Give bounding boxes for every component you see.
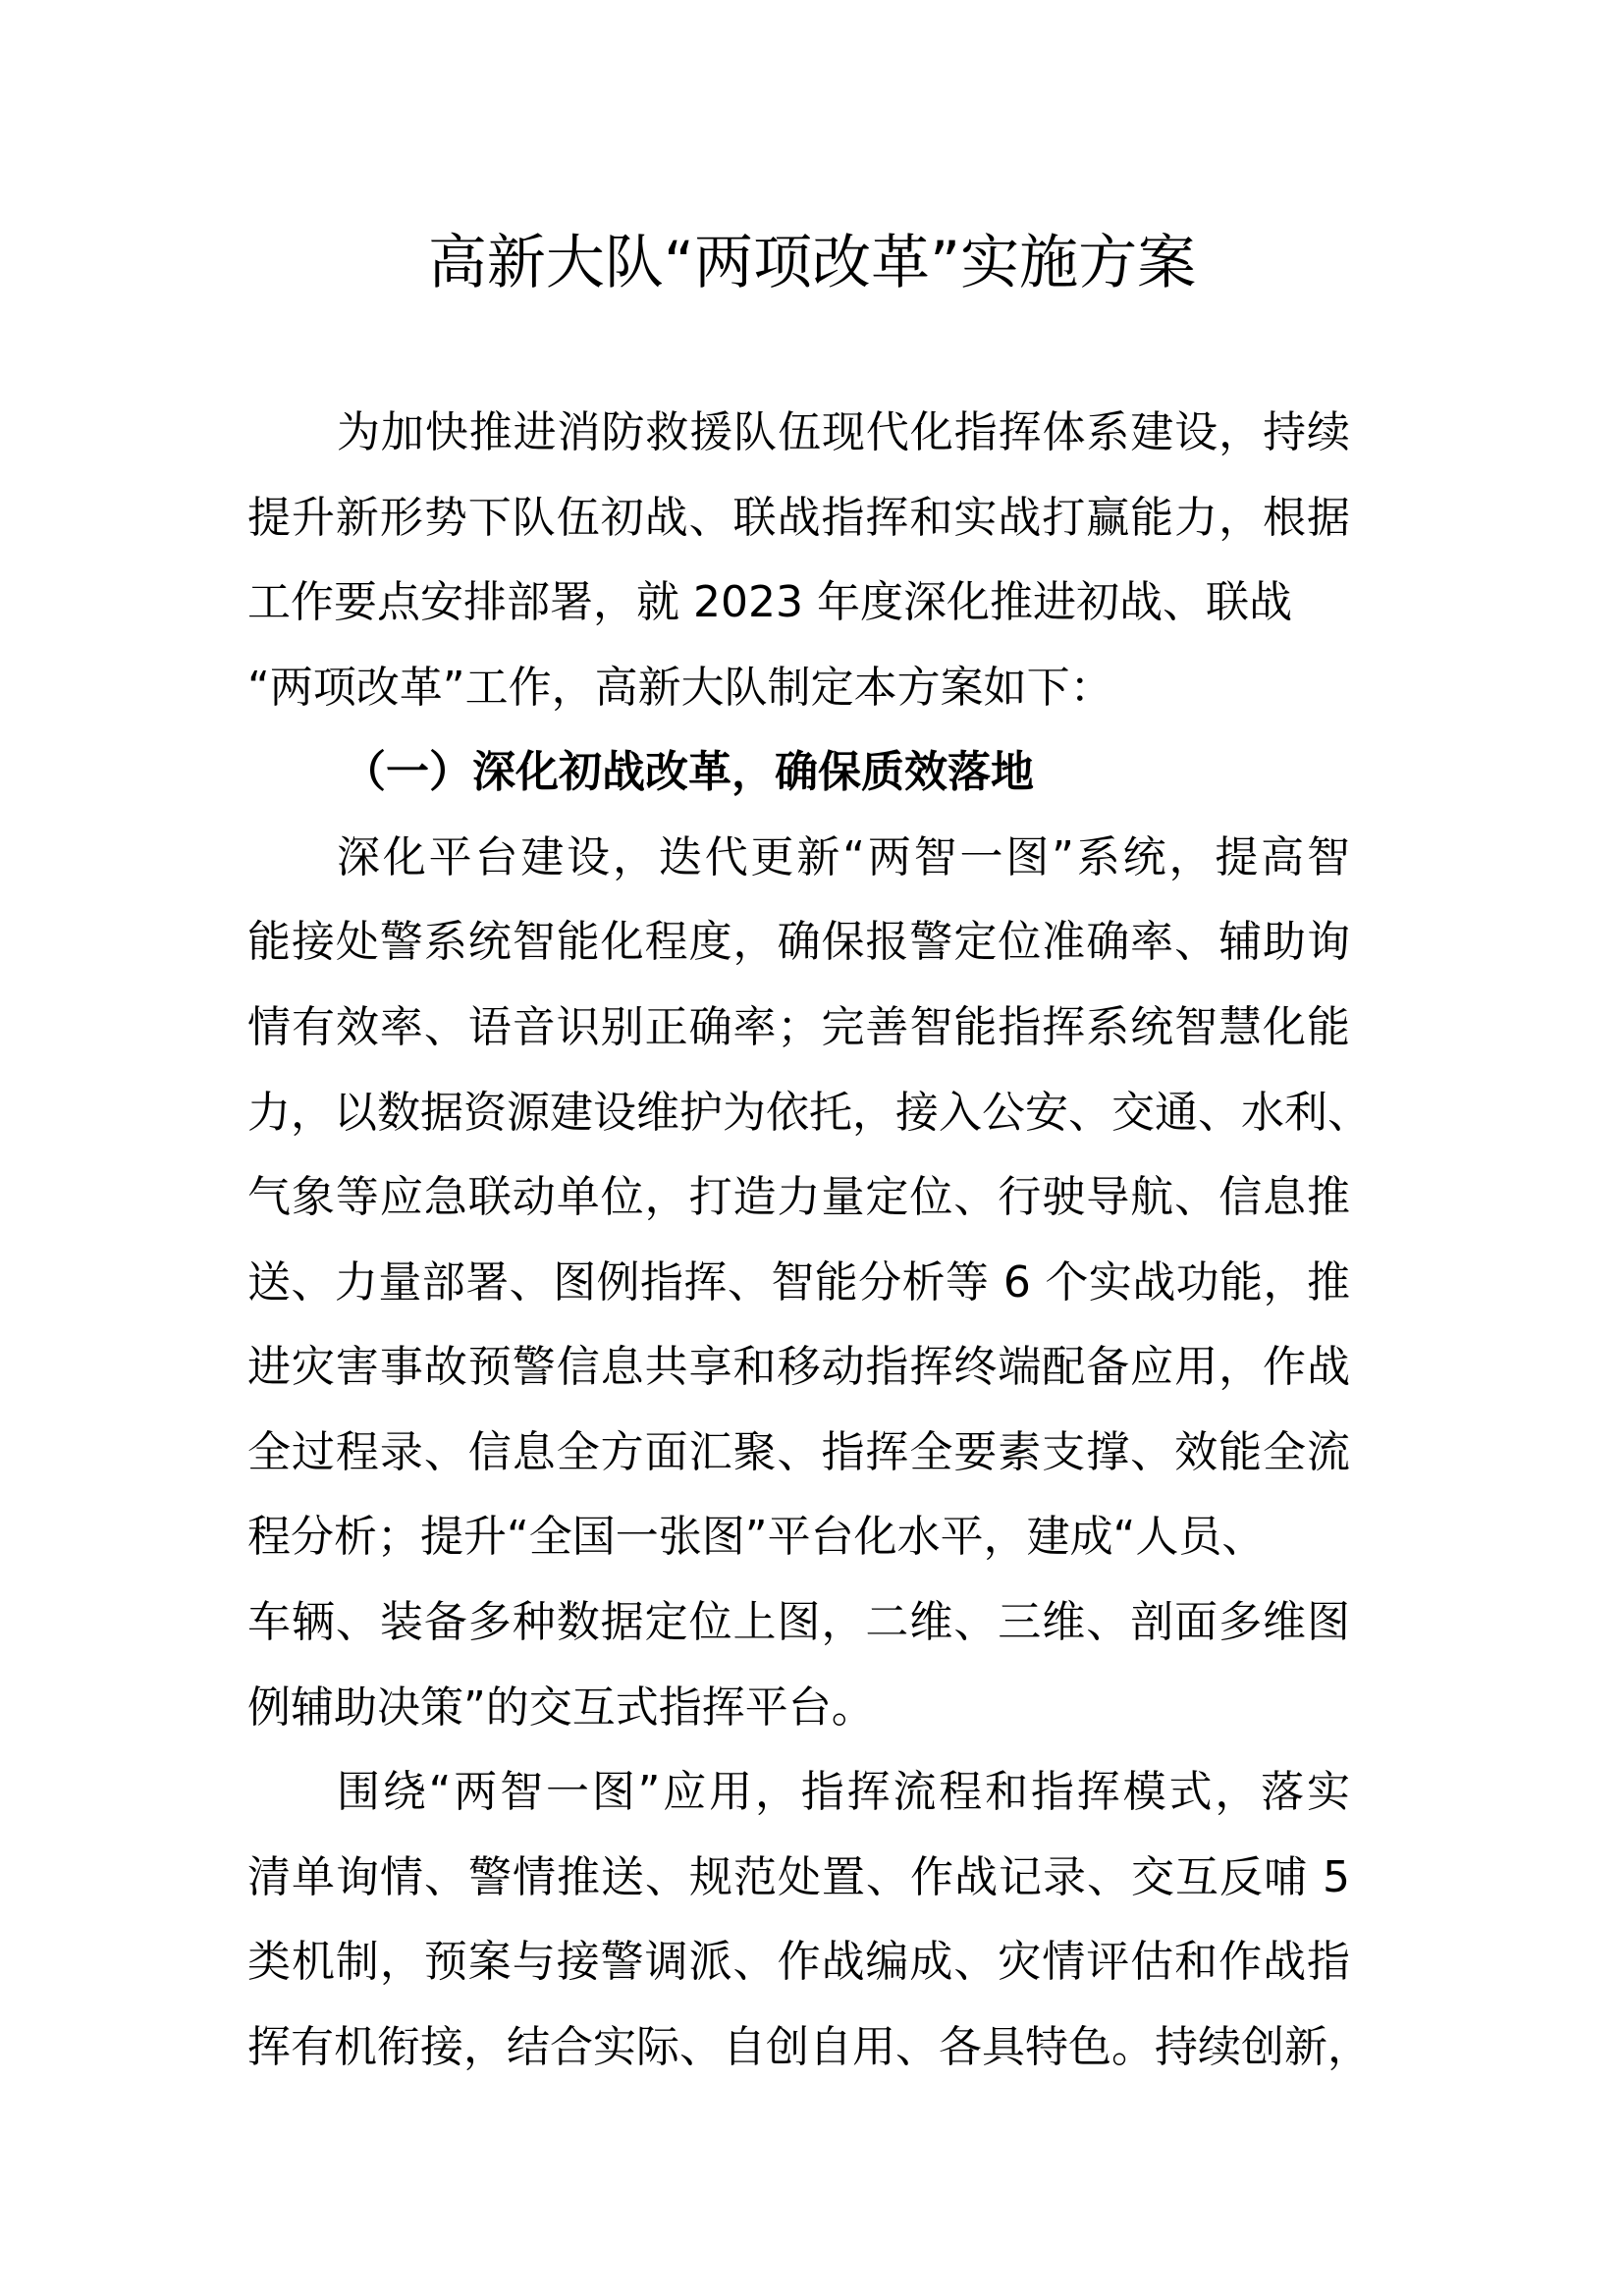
text-line: 全过程录、信息全方面汇聚、指挥全要素支撑、效能全流	[247, 1427, 1350, 1477]
text-line: 进灾害事故预警信息共享和移动指挥终端配备应用，作战	[247, 1342, 1350, 1392]
text-line: 车辆、装备多种数据定位上图，二维、三维、剖面多维图	[247, 1597, 1350, 1647]
text-line: 为加快推进消防救援队伍现代化指挥体系建设，持续	[337, 407, 1350, 457]
text-line: 程分析；提升“全国一张图”平台化水平，建成“人员、	[247, 1512, 1266, 1562]
text-line: 挥有机衔接，结合实际、自创自用、各具特色。持续创新，	[247, 2022, 1371, 2072]
text-line: 围绕“两智一图”应用，指挥流程和指挥模式，落实	[337, 1767, 1350, 1817]
text-line: 能接处警系统智能化程度，确保报警定位准确率、辅助询	[247, 917, 1350, 967]
text-line: 送、力量部署、图例指挥、智能分析等 6 个实战功能，推	[247, 1257, 1350, 1308]
text-line: 例辅助决策”的交互式指挥平台。	[247, 1682, 875, 1733]
text-line: 情有效率、语音识别正确率；完善智能指挥系统智慧化能	[247, 1002, 1350, 1052]
text-line: “两项改革”工作，高新大队制定本方案如下：	[247, 663, 1113, 713]
section-heading: （一）深化初战改革，确保质效落地	[343, 747, 1034, 797]
text-line: 清单询情、警情推送、规范处置、作战记录、交互反哺 5	[247, 1852, 1350, 1902]
text-line: 提升新形势下队伍初战、联战指挥和实战打赢能力，根据	[247, 493, 1350, 543]
document-title: 高新大队“两项改革”实施方案	[427, 229, 1197, 297]
text-line: 工作要点安排部署，就 2023 年度深化推进初战、联战	[247, 577, 1292, 627]
text-line: 气象等应急联动单位，打造力量定位、行驶导航、信息推	[247, 1172, 1350, 1222]
text-line: 类机制，预案与接警调派、作战编成、灾情评估和作战指	[247, 1937, 1350, 1987]
text-line: 深化平台建设，迭代更新“两智一图”系统，提高智	[337, 832, 1350, 882]
text-line: 力，以数据资源建设维护为依托，接入公安、交通、水利、	[247, 1088, 1371, 1138]
